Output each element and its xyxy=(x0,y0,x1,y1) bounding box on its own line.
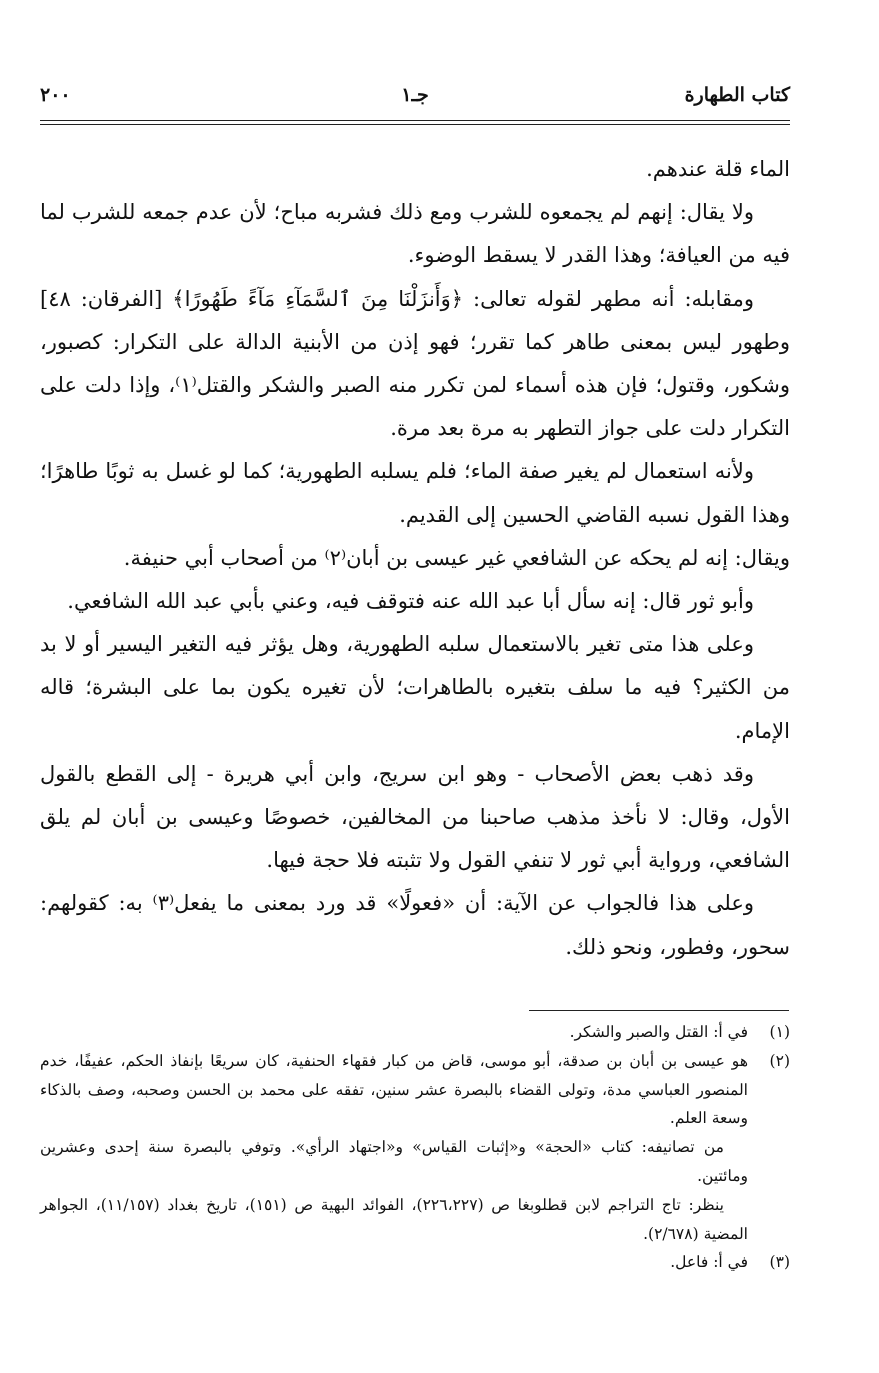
main-text xyxy=(40,148,790,969)
paragraph: الماء قلة عندهم. xyxy=(646,157,790,181)
paragraph: وأبو ثور قال: إنه سأل أبا عبد الله عنه فتوقف فيه، وعني بأبي عبد الله الشافعي. xyxy=(67,589,754,614)
footnote-number: (٣) xyxy=(769,1253,790,1272)
paragraph: وعلى هذا متى تغير بالاستعمال سلبه الطهورية، وهل يؤثر فيه التغير اليسير أو لا بد من الكثير؟ فيه ما سلف بتغيره بالطاهرات؛ لأن تغيره يكون بما على البشرة؛ قاله الإمام. xyxy=(40,632,790,743)
footnote-text: في أ: فاعل. xyxy=(670,1253,748,1272)
footnote-separator xyxy=(529,1010,789,1011)
footnote xyxy=(40,1248,790,1277)
footnote xyxy=(40,1047,790,1133)
running-header xyxy=(40,84,790,112)
page-number: ٢٠٠ xyxy=(40,84,71,106)
paragraph: وقد ذهب بعض الأصحاب - وهو ابن سريج، وابن أبي هريرة - إلى القطع بالقول الأول، وقال: لا نأخذ مذهب صاحبنا من المخالفين، خصوصًا وعيسى بن أبان لم يلق الشافعي، ورواية أبي ثور لا تنفي القول ولا تثبته فلا حجة فيها. xyxy=(40,761,790,873)
footnote-continuation: من تصانيفه: كتاب «الحجة» و«إثبات القياس» و«اجتهاد الرأي». وتوفي بالبصرة سنة إحدى وعشرين ومائتين. xyxy=(40,1138,748,1185)
footnote-number: (٢) xyxy=(769,1051,790,1070)
footnote-text: هو عيسى بن أبان بن صدقة، أبو موسى، قاض من كبار فقهاء الحنفية، كان سريعًا بإنفاذ الحكم، عفيفًا، خدم المنصور العباسي مدة، وتولى القضاء بالبصرة عشر سنين، تفقه على محمد بن الحسن وصحبه، وصف بالذكاء وسعة العلم. xyxy=(40,1051,748,1128)
footnote xyxy=(40,1018,790,1047)
footnote-text: في أ: القتل والصبر والشكر. xyxy=(569,1023,748,1041)
footnote-number: (١) xyxy=(769,1023,790,1041)
paragraph: ولا يقال: إنهم لم يجمعوه للشرب ومع ذلك فشربه مباح؛ لأن عدم جمعه للشرب لما فيه من العيافة؛ وهذا القدر لا يسقط الوضوء. xyxy=(40,200,790,268)
footnote-references: ينظر: تاج التراجم لابن قطلوبغا ص (٢٢٦،٢٢٧)، الفوائد البهية ص (١٥١)، تاريخ بغداد (١١/١٥٧)، الجواهر المضية (٢/٦٧٨). xyxy=(40,1195,748,1243)
paragraph: ومقابله: أنه مطهر لقوله تعالى: ﴿وَأَنزَلْنَا مِنَ ٱلسَّمَآءِ مَآءً طَهُورًا﴾ [الفرقان: ٤٨] وطهور ليس بمعنى طاهر كما تقرر؛ فهو إذن من الأبنية الدالة على التكرار: كصبور، وشكور، وقتول؛ فإن هذه أسماء لمن تكرر منه الصبر والشكر والقتل⁽١⁾، وإذا دلت على التكرار دلت على جواز التطهر به مرة بعد مرة. xyxy=(40,286,790,441)
header-rule-top xyxy=(40,120,790,121)
paragraph: وعلى هذا فالجواب عن الآية: أن «فعولًا» قد ورد بمعنى ما يفعل⁽٣⁾ به: كقولهم: سحور، وفطور، ونحو ذلك. xyxy=(40,891,790,959)
book-title: كتاب الطهارة xyxy=(684,84,790,106)
footnotes xyxy=(40,1018,790,1277)
paragraph: ويقال: إنه لم يحكه عن الشافعي غير عيسى بن أبان⁽٢⁾ من أصحاب أبي حنيفة. xyxy=(123,545,790,570)
paragraph: ولأنه استعمال لم يغير صفة الماء؛ فلم يسلبه الطهورية؛ كما لو غسل به ثوبًا طاهرًا؛ وهذا القول نسبه القاضي الحسين إلى القديم. xyxy=(40,459,790,527)
volume-label: جـ١ xyxy=(401,84,429,106)
header-rule-bottom xyxy=(40,124,790,125)
